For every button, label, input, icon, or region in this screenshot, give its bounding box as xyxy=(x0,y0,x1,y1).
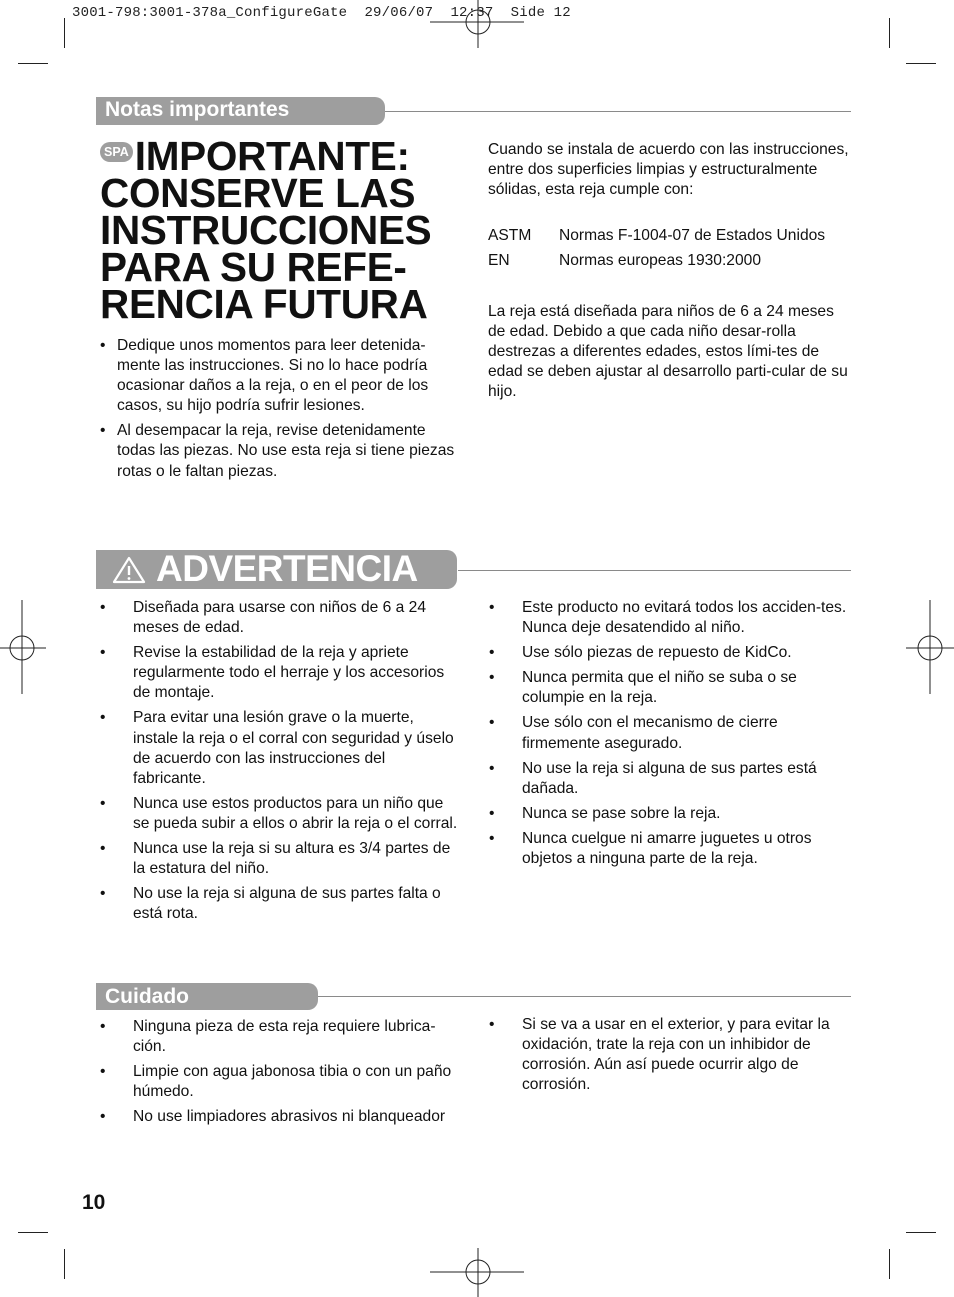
title-line-5: RENCIA FUTURA xyxy=(100,281,428,327)
list-item: • No use la reja si alguna de sus partes falta o está rota. xyxy=(100,884,462,924)
section-rule-advertencia xyxy=(458,570,851,571)
notas-bullet-list xyxy=(100,336,460,487)
list-item: • Nunca use estos productos para un niño que se pueda subir a ellos o abrir la reja o el corral. xyxy=(100,794,462,834)
norm-code: ASTM xyxy=(488,227,532,244)
section-title-cuidado: Cuidado xyxy=(105,985,189,1008)
table-row xyxy=(488,251,825,271)
section-title-notas: Notas importantes xyxy=(105,98,290,121)
title-line-1: IMPORTANTE: xyxy=(134,133,410,179)
title-line-2: CONSERVE LAS xyxy=(100,170,416,216)
list-item: • Revise la estabilidad de la reja y apriete regularmente todo el herraje y los accesorios de montaje. xyxy=(100,643,462,703)
list-item: • No use limpiadores abrasivos ni blanqueador xyxy=(100,1107,476,1127)
list-item: • Nunca se pase sobre la reja. xyxy=(489,804,855,824)
registration-mark-top xyxy=(428,0,528,60)
list-item: • Para evitar una lesión grave o la muerte, instale la reja o el corral con seguridad y úselo de acuerdo con las instrucciones del fabricante. xyxy=(100,708,462,788)
care-list-right xyxy=(489,1015,853,1100)
registration-mark-bottom xyxy=(428,1248,528,1297)
section-header-cuidado xyxy=(96,983,318,1010)
warning-list-left xyxy=(100,598,462,929)
list-item: • Nunca cuelgue ni amarre juguetes u otros objetos a ninguna parte de la reja. xyxy=(489,829,855,869)
list-item: • No use la reja si alguna de sus partes está dañada. xyxy=(489,759,855,799)
list-item: • Si se va a usar en el exterior, y para evitar la oxidación, trate la reja con un inhibidor de corrosión. Aún así puede ocurrir algo de corrosión. xyxy=(489,1015,853,1095)
norm-text: Normas F-1004-07 de Estados Unidos xyxy=(559,227,826,244)
list-item: • Use sólo piezas de repuesto de KidCo. xyxy=(489,643,855,663)
title-line-3: INSTRUCCIONES xyxy=(100,207,432,253)
list-item: • Dedique unos momentos para leer detenida-mente las instrucciones. Si no lo hace podría ocasionar daños a la reja, o en el peor de los casos, su hijo podría sufrir lesiones. xyxy=(100,336,460,416)
list-item: • Limpie con agua jabonosa tibia o con un paño húmedo. xyxy=(100,1062,476,1102)
list-item: • Nunca permita que el niño se suba o se columpie en la reja. xyxy=(489,668,855,708)
norms-table xyxy=(488,226,825,271)
section-header-advertencia xyxy=(96,550,457,589)
warning-triangle-icon xyxy=(112,556,146,584)
registration-mark-left xyxy=(0,600,48,694)
list-item: • Nunca use la reja si su altura es 3/4 partes de la estatura del niño. xyxy=(100,839,462,879)
care-list-left xyxy=(100,1017,476,1132)
list-item: • Diseñada para usarse con niños de 6 a 24 meses de edad. xyxy=(100,598,462,638)
page-number: 10 xyxy=(82,1191,106,1214)
compliance-intro: Cuando se instala de acuerdo con las instrucciones, entre dos superficies limpias y estructuralmente sólidas, esta reja cumple con: xyxy=(488,141,849,199)
warning-list-right xyxy=(489,598,855,874)
list-item: • Este producto no evitará todos los acciden-tes. Nunca deje desatendido al niño. xyxy=(489,598,855,638)
main-title xyxy=(100,133,480,327)
list-item: • Ninguna pieza de esta reja requiere lubrica-ción. xyxy=(100,1017,476,1057)
title-line-4: PARA SU REFE- xyxy=(100,244,407,290)
section-header-notas xyxy=(96,97,385,125)
norm-text: Normas europeas 1930:2000 xyxy=(559,252,761,270)
list-item: • Al desempacar la reja, revise detenidamente todas las piezas. No use esta reja si tiene piezas rotas o le faltan piezas. xyxy=(100,421,460,481)
table-row xyxy=(488,226,825,251)
registration-mark-right xyxy=(906,600,954,694)
language-badge: SPA xyxy=(100,142,133,162)
section-title-advertencia: ADVERTENCIA xyxy=(156,548,418,589)
age-design-note: La reja está diseñada para niños de 6 a 24 meses de edad. Debido a que cada niño desar-rolla destrezas a diferentes edades, estos lími-tes de edad se deben ajustar al desarrollo parti-cular de su hijo. xyxy=(488,303,848,401)
section-rule-cuidado xyxy=(318,996,851,997)
norm-code: EN xyxy=(488,252,510,270)
section-rule-notas xyxy=(385,111,851,112)
print-slug: 3001-798:3001-378a_ConfigureGate 29/06/07 12:37 Side 12 xyxy=(72,5,571,21)
list-item: • Use sólo con el mecanismo de cierre firmemente asegurado. xyxy=(489,713,855,753)
